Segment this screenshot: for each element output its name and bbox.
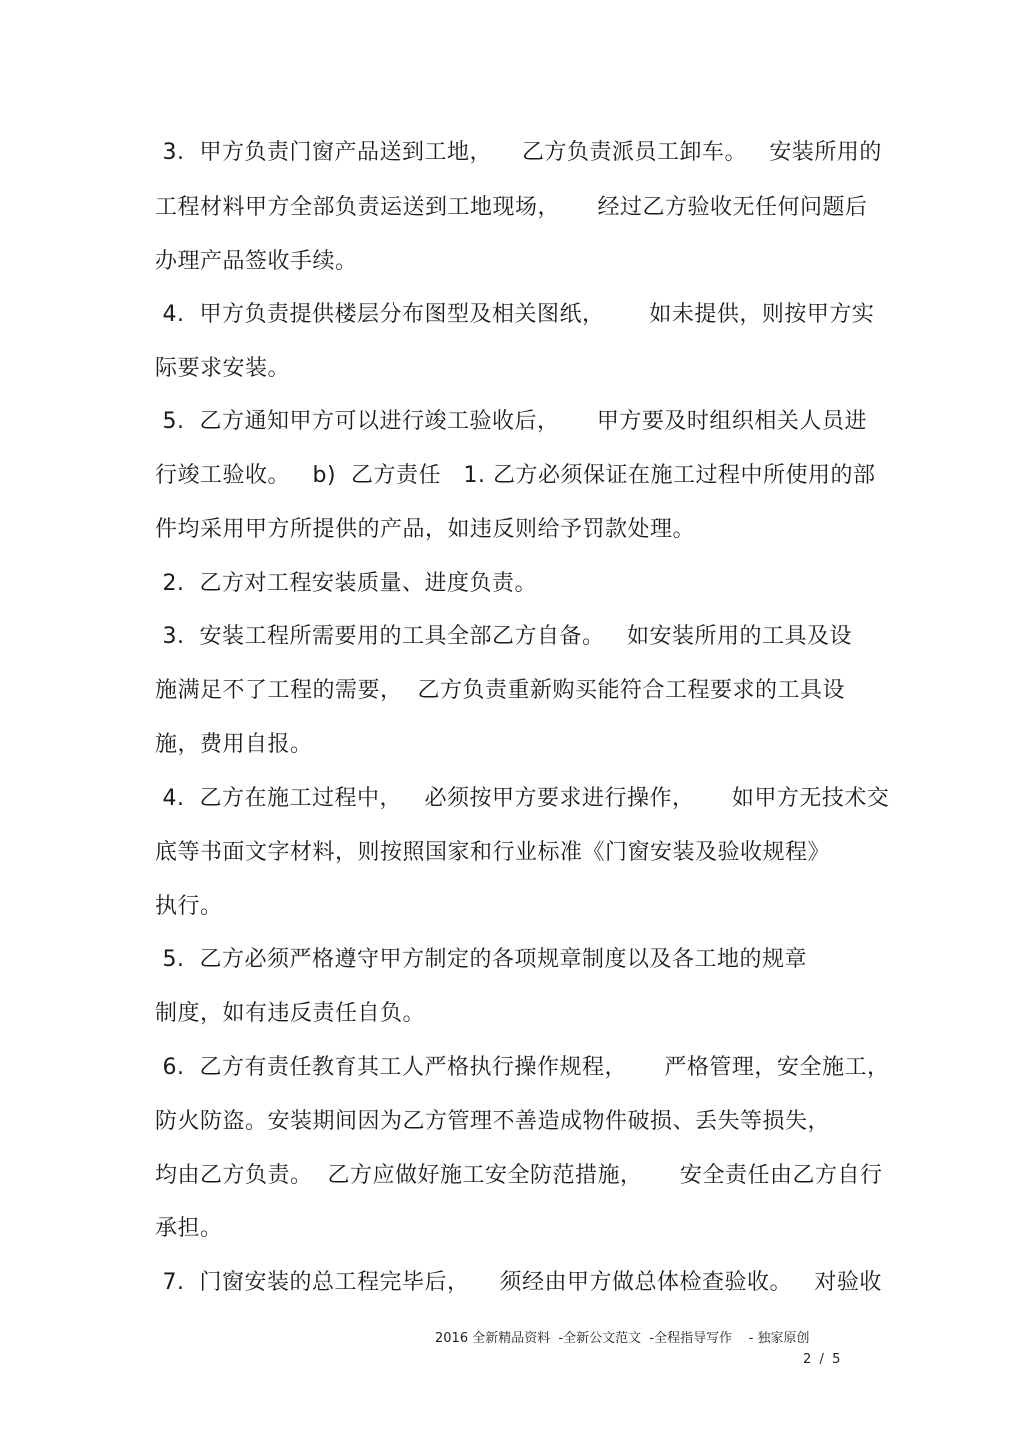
- body-line: 4. 甲方负责提供楼层分布图型及相关图纸， 如未提供，则按甲方实: [155, 302, 875, 327]
- body-line: 4. 乙方在施工过程中， 必须按甲方要求进行操作， 如甲方无技术交: [155, 786, 890, 811]
- body-line: 件均采用甲方所提供的产品，如违反则给予罚款处理。: [155, 517, 696, 542]
- body-line: 3. 甲方负责门窗产品送到工地， 乙方负责派员工卸车。 安装所用的: [155, 140, 882, 165]
- body-line: 6. 乙方有责任教育其工人严格执行操作规程， 严格管理，安全施工，: [155, 1055, 890, 1080]
- body-line: 施满足不了工程的需要， 乙方负责重新购买能符合工程要求的工具设: [155, 678, 845, 703]
- body-line: 防火防盗。安装期间因为乙方管理不善造成物件破损、丢失等损失，: [155, 1109, 831, 1134]
- body-line: 均由乙方负责。 乙方应做好施工安全防范措施， 安全责任由乙方自行: [155, 1163, 883, 1188]
- body-line: 承担。: [155, 1216, 223, 1241]
- body-line: 执行。: [155, 894, 223, 919]
- footer-tagline: 2016 全新精品资料 -全新公文范文 -全程指导写作 - 独家原创: [435, 1331, 810, 1346]
- body-line: 际要求安装。: [155, 356, 291, 381]
- body-line: 施，费用自报。: [155, 732, 313, 757]
- page-number: 2 / 5: [803, 1352, 841, 1367]
- body-line: 2. 乙方对工程安装质量、进度负责。: [155, 571, 537, 596]
- body-line: 工程材料甲方全部负责运送到工地现场， 经过乙方验收无任何问题后: [155, 195, 868, 220]
- body-line: 5. 乙方必须严格遵守甲方制定的各项规章制度以及各工地的规章: [155, 947, 807, 972]
- body-line: 办理产品签收手续。: [155, 249, 358, 274]
- body-line: 制度，如有违反责任自负。: [155, 1001, 426, 1026]
- body-line: 行竣工验收。 b) 乙方责任 1. 乙方必须保证在施工过程中所使用的部: [155, 463, 876, 488]
- body-line: 3. 安装工程所需要用的工具全部乙方自备。 如安装所用的工具及设: [155, 624, 852, 649]
- body-line: 7. 门窗安装的总工程完毕后， 须经由甲方做总体检查验收。 对验收: [155, 1270, 882, 1295]
- body-line: 5. 乙方通知甲方可以进行竣工验收后， 甲方要及时组织相关人员进: [155, 409, 867, 434]
- body-line: 底等书面文字材料，则按照国家和行业标准《门窗安装及验收规程》: [155, 840, 831, 865]
